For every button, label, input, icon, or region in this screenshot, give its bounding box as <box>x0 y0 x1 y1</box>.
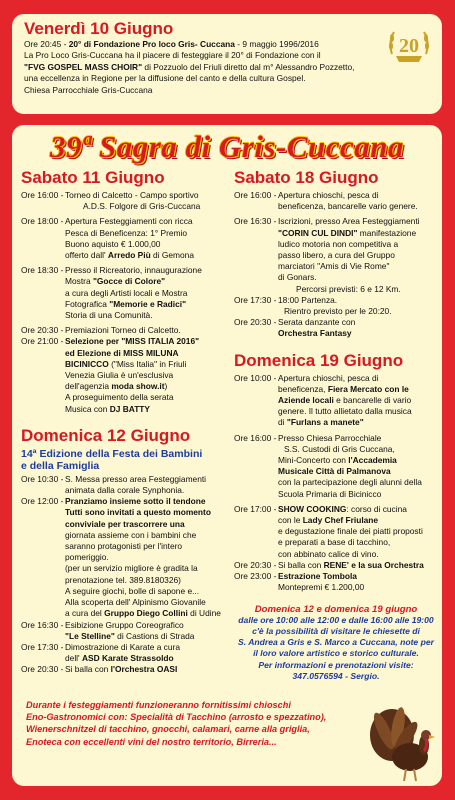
program-entry: Ore 20:30 - Premiazioni Torneo di Calcetto. <box>21 325 181 336</box>
top-event-line-3: "FVG GOSPEL MASS CHOIR" di Pozzuolo del Friuli diretto dal m° Alessandro Pozzetto, <box>24 61 355 72</box>
program-entry: Ore 20:30 - Si balla con l'Orchestra OASI <box>21 664 178 675</box>
top-event-box <box>12 14 442 114</box>
program-entry: Ore 18:30 - Presso il Ricreatorio, innaugurazione Mostra "Gocce di Colore" a cura degli Artisti locali e Mostra Fotografica "Memorie e Radici" Storia di una Comunità. <box>21 265 202 321</box>
main-program-box <box>12 125 442 786</box>
food-stands-note: Durante i festeggiamenti funzioneranno fornitissimi chioschi Eno-Gastronomici con: Specialità di Tacchino (arrosto e spezzatino), Wienerschnitzel di tacchino, gnocchi, calamari, carne alla griglia, Enoteca con eccellenti vini del nostro territorio, Birreria... <box>26 700 327 747</box>
church-visit-note: Domenica 12 e domenica 19 giugno dalle ore 10:00 alle 12:00 e dalle 16:00 alle 19:00 c'è la possibilità di visitare le chiesette di S. Andrea a Gris e S. Marco a Cuccana, note per il loro valore artistico e storico culturale. Per informazioni e prenotazioni visite: 347.0576594 - Sergio. <box>238 603 434 681</box>
day-title-sun19: Domenica 19 Giugno <box>234 350 404 370</box>
program-entry: Ore 10:00 - Apertura chioschi, pesca di beneficenza, Fiera Mercato con le Aziende locali e bancarelle di vario genere. Il tutto allietato dalla musica di "Furlans a manete" <box>234 372 412 428</box>
top-event-line-1: Ore 20:45 - 20° di Fondazione Pro loco Gris- Cuccana - 9 maggio 1996/2016 <box>24 39 319 49</box>
program-entry: Ore 20:30 - Serata danzante con Orchestra Fantasy <box>234 317 356 339</box>
program-entry: Ore 21:00 - Selezione per "MISS ITALIA 2016" ed Elezione di MISS MILUNA BICINICCO ("Miss Italia" in Friuli Venezia Giulia è un'esclusiva dell'agenzia moda show.it) A proseguimento della serata Musica con DJ BATTY <box>21 336 200 414</box>
top-event-title: Venerdì 10 Giugno <box>24 19 174 38</box>
day-title-sat18: Sabato 18 Giugno <box>234 168 379 187</box>
program-entry: Ore 16:00 - Presso Chiesa Parrocchiale S.S. Custodi di Gris Cuccana, Mini-Concerto con l'Accademia Musicale Città di Palmanova con la partecipazione degli alunni della Scuola Primaria di Bicinicco <box>234 432 422 499</box>
left-column <box>21 167 231 676</box>
program-entry: Ore 16:00 - Torneo di Calcetto - Campo sportivo A.D.S. Folgore di Gris-Cuccana <box>21 190 201 212</box>
program-entry: Ore 16:30 - Iscrizioni, presso Area Festeggiamenti "CORIN CUL DINDI" manifestazione ludico motoria non competitiva a passo libero, a cura del Gruppo marciatori "Amis di Vie Rome" di Gonars. Percorsi previsti: 6 e 12 Km. <box>234 216 420 294</box>
day-title-sun12: Domenica 12 Giugno <box>21 425 191 445</box>
program-entry: Ore 16:00 - Apertura chioschi, pesca di beneficenza, bancarelle vario genere. <box>234 190 418 212</box>
program-entry: Ore 20:30 - Si balla con RENE' e la sua Orchestra <box>234 559 424 570</box>
badge-number: 20 <box>399 35 419 57</box>
program-entry: Ore 18:00 - Apertura Festeggiamenti con ricca Pesca di Beneficenza: 1° Premio Buono aquisto € 1.000,00 offerto dall' Arredo Più di Gemona <box>21 216 194 261</box>
program-entry: Ore 12:00 - Pranziamo insieme sotto il tendone Tutti sono invitati a questo momento conviviale per trascorrere una giornata assieme con i bambini che saranno protagonisti per l'intero pomeriggio. (per un servizio migliore è gradita la prenotazione tel. 389.8180326) A seguire giochi, bolle di sapone e... Alla scoperta dell' Alpinismo Giovanile a cura del Gruppo Diego Collini di Udine <box>21 496 221 619</box>
turkey-icon <box>362 705 440 785</box>
program-entry: Ore 16:30 - Esibizione Gruppo Coreografico "Le Stelline" di Castions di Strada <box>21 619 195 641</box>
program-entry: Ore 17:00 - SHOW COOKING: corso di cucina con le Lady Chef Friulane e degustazione finale dei piatti proposti e preparati a base di tacchino, con abbinato calice di vino. <box>234 503 423 559</box>
top-event-line-5: Chiesa Parrocchiale Gris-Cuccana <box>24 84 153 95</box>
program-entry: Ore 17:30 - 18:00 Partenza. Rientro previsto per le 20:20. <box>234 294 392 317</box>
top-event-line-4: una eccellenza in Regione per la diffusione del canto e della cultura Gospel. <box>24 73 306 84</box>
program-entry: Ore 17:30 - Dimostrazione di Karate a cura dell' ASD Karate Strassoldo <box>21 641 180 664</box>
top-event-line-2: La Pro Loco Gris-Cuccana ha il piacere di festeggiare il 20° di Fondazione con il <box>24 50 321 61</box>
day-title-sat11: Sabato 11 Giugno <box>21 168 165 187</box>
twenty-anniversary-badge-icon <box>386 24 432 66</box>
festa-bambini-subtitle: 14ª Edizione della Festa dei Bambini e della Famiglia <box>21 447 203 473</box>
program-entry: Ore 23:00 - Estrazione Tombola Montepremi € 1.200,00 <box>234 571 365 593</box>
right-column <box>234 167 438 682</box>
main-title: 39ª Sagra di Gris-Cuccana <box>49 129 405 164</box>
program-entry: Ore 10:30 - S. Messa presso area Festeggiamenti animata dalla corale Synphonia. <box>21 473 207 496</box>
